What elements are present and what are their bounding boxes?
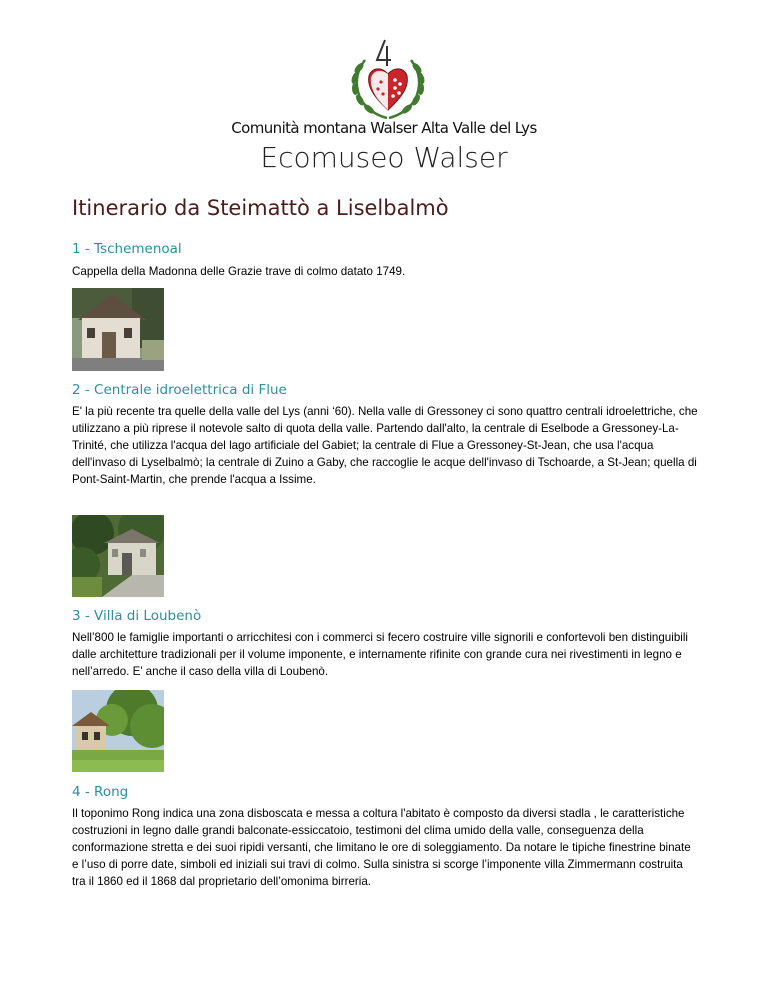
- section-title-rong: 4 - Rong: [72, 784, 129, 800]
- section-title-centrale-flue: 2 - Centrale idroelettrica di Flue: [72, 382, 287, 398]
- page-title: Itinerario da Steimattò a Liselbalmò: [72, 196, 449, 220]
- museum-name: Ecomuseo Walser: [260, 141, 508, 174]
- section-text-centrale-flue: E' la più recente tra quelle della valle del Lys (anni ‘60). Nella valle di Gressoney ci sono quattro centrali idroelettriche, che utilizzano a più riprese il notevole salto di quota della valle. Partendo dall'alto, la centrale di Eselbode a Gressoney-La-Trinité, che utilizza l'acqua del lago artificiale del Gabiet; la centrale di Flue a Gressoney-St-Jean, che usa l'acqua dell'invaso di Lyselbalmò; la centrale di Zuino a Gaby, che raccoglie le acque dell'invaso di Tschoarde, a St-Jean; quella di Pont-Saint-Martin, che prende l'acqua a Issime.: [72, 405, 698, 486]
- section-text-rong: Il toponimo Rong indica una zona disboscata e messa a coltura l'abitato è composto da diversi stadla , le caratteristiche costruzioni in legno dalle grandi balconate-essiccatoio, testimoni del clima umido della valle, conseguenza della conformazione stretta e dei suoi ripidi versanti, che limitano le ore di soleggiamento. Da notare le tipiche finestrine binate e l’uso di porre date, simboli ed iniziali sui travi di colmo. Sulla sinistra si scorge l’imponente villa Zimmermann costruita tra il 1860 ed il 1868 dal proprietario dell’omonima birreria.: [72, 807, 691, 888]
- walser-emblem-icon: [343, 38, 433, 120]
- power-station-photo: [72, 515, 164, 597]
- chapel-photo: [72, 288, 164, 371]
- section-title-tschemenoal: 1 - Tschemenoal: [72, 241, 182, 257]
- section-text-tschemenoal: Cappella della Madonna delle Grazie trave di colmo datato 1749.: [72, 265, 406, 278]
- section-title-villa-loubeno: 3 - Villa di Loubenò: [72, 608, 202, 624]
- villa-photo: [72, 690, 164, 772]
- section-text-villa-loubeno: Nell’800 le famiglie importanti o arricchitesi con i commerci si fecero costruire ville signorili e confortevoli ben distinguibili dalle architetture tradizionali per il volume imponente, e internamente rifinite con grande cura nei rivestimenti in legno e nell’arredo. E’ anche il caso della villa di Loubenò.: [72, 631, 689, 678]
- organization-name: Comunità montana Walser Alta Valle del Lys: [231, 119, 537, 137]
